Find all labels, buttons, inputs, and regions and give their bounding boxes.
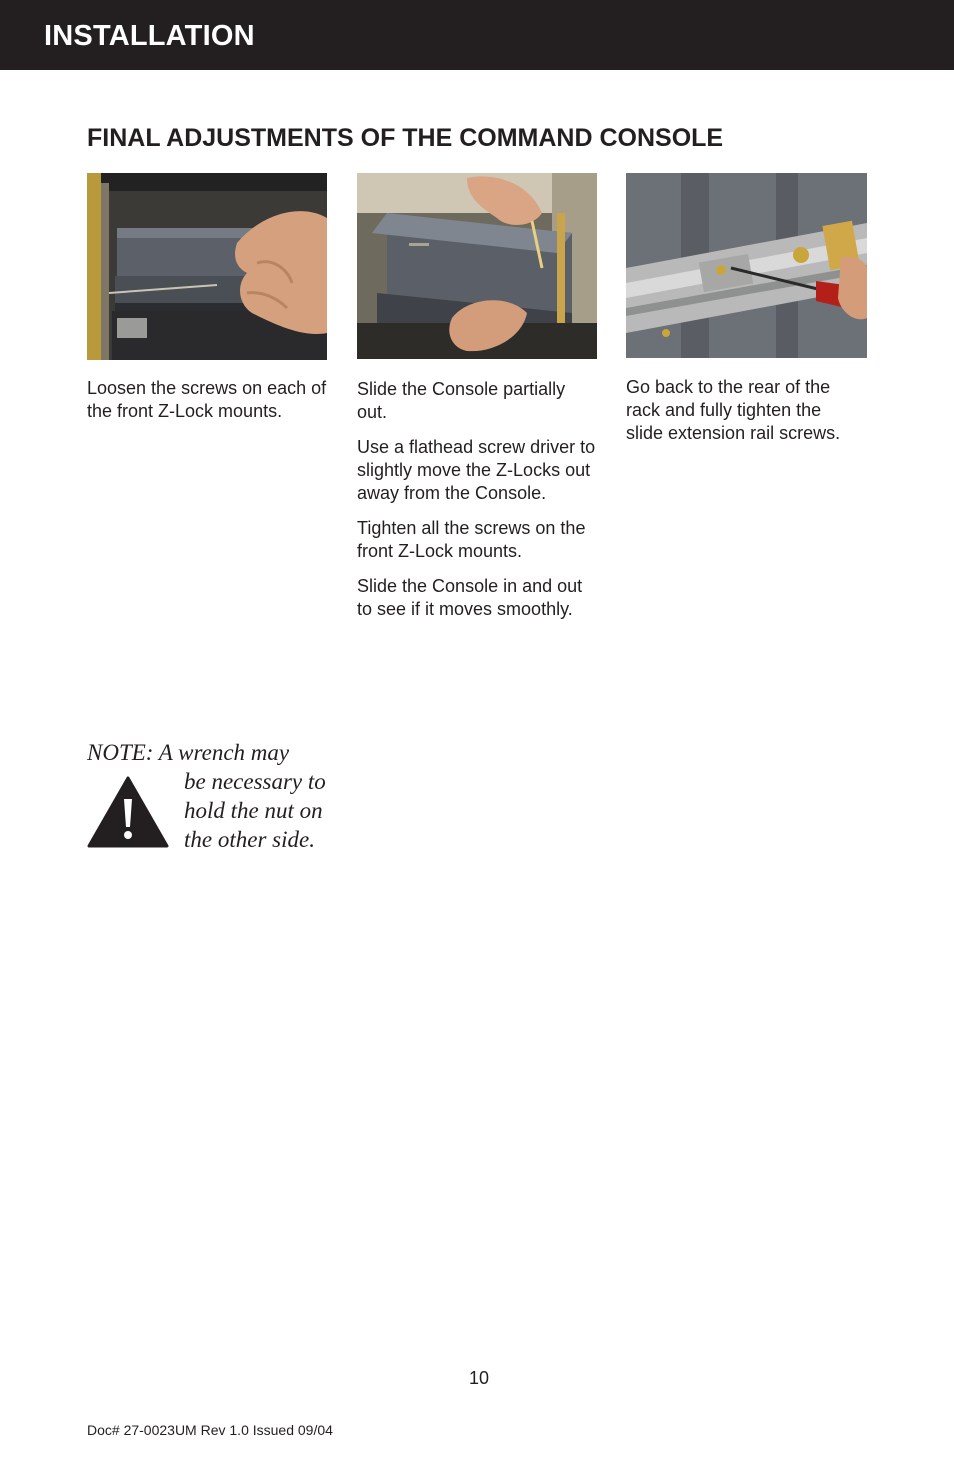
step-3-paragraph: Go back to the rear of the rack and fully tighten the slide extension rail screws. [626,377,841,443]
header-title: INSTALLATION [44,20,255,52]
warning-triangle-icon [86,775,170,854]
step-2-paragraph: Slide the Console in and out to see if it moves smoothly. [357,576,583,619]
header-bar [0,0,954,70]
note-line: hold the nut on [184,798,323,823]
note-line: the other side. [184,827,315,852]
step-2-paragraph: Slide the Console partially out. [357,379,566,422]
note-line: NOTE: A wrench may [87,740,290,765]
photo-slide-console-out [357,173,597,359]
step-3-text [626,376,851,457]
page-number: 10 [469,1368,490,1388]
step-1-paragraph: Loosen the screws on each of the front Z-Lock mounts. [87,378,327,421]
note-line: be necessary to [184,769,326,794]
step-2-paragraph: Use a flathead screw driver to slightly move the Z-Locks out away from the Console. [357,437,596,503]
doc-id-footer: Doc# 27-0023UM Rev 1.0 Issued 09/04 [87,1422,333,1438]
photo-loosen-z-lock-screws [87,173,327,360]
step-2-text [357,378,597,633]
step-2-paragraph: Tighten all the screws on the front Z-Lock mounts. [357,518,586,561]
step-1-text [87,377,337,435]
photo-tighten-rail-screws [626,173,867,358]
section-title: FINAL ADJUSTMENTS OF THE COMMAND CONSOLE [87,124,724,152]
